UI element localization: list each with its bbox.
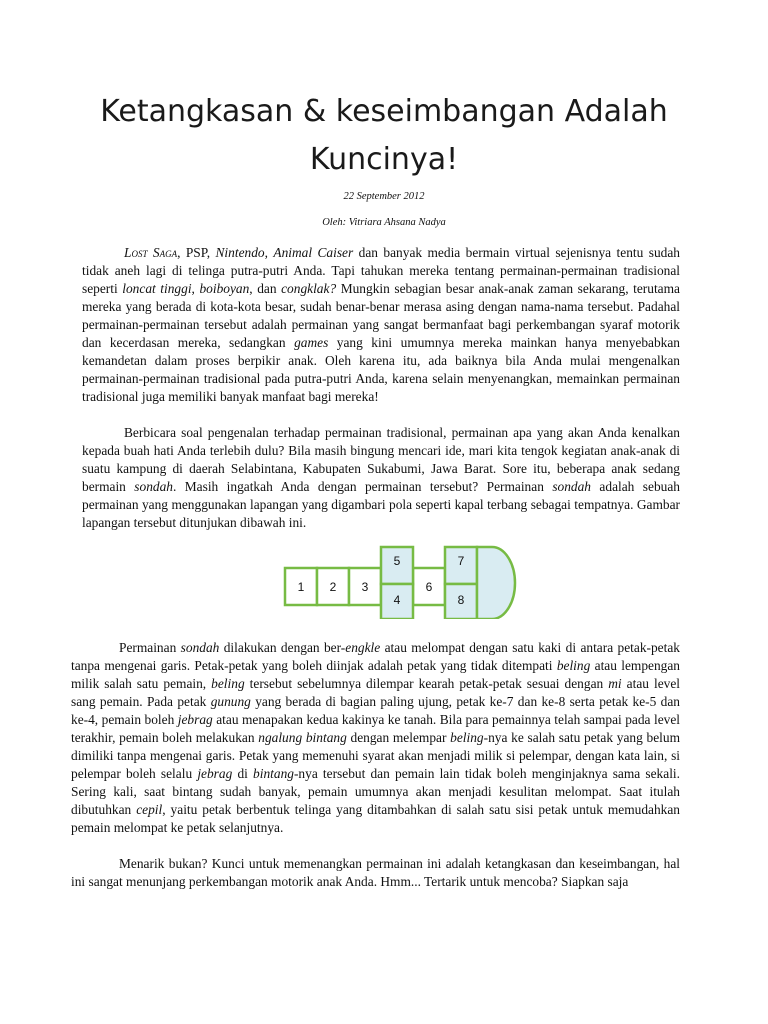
term: sondah: [180, 640, 220, 655]
text-run: , yaitu petak berbentuk telinga yang ditambahkan di salah satu sisi petak untuk memudahkan pemain melompat ke petak selanjutnya.: [71, 802, 680, 835]
term: beling: [556, 658, 591, 673]
paragraph-1: [82, 244, 680, 406]
author-byline: Oleh: Vitriara Ahsana Nadya: [322, 217, 446, 228]
text-run: atau menapakan kedua kakinya ke tanah. Bila para pemainnya telah sampai pada level terakhir, pemain boleh melakukan: [71, 712, 680, 745]
court-cell-gunung: [477, 547, 515, 619]
text-run: yang kini umumnya mereka mainkan hanya menyebabkan kemandetan dalam proses berpikir anak. Oleh karena itu, ada baiknya bila Anda mulai mengenalkan permainan-permainan tradisional pada putra-putri Anda, karena selain menyenangkan, memainkan permainan tradisional juga memiliki banyak manfaat bagi mereka!: [82, 335, 680, 404]
game-name: boiboyan: [199, 281, 250, 296]
game-name: loncat tinggi: [122, 281, 192, 296]
term: jebrag: [177, 712, 213, 727]
term: beling: [211, 676, 245, 691]
text-run: , PSP,: [177, 245, 216, 260]
text-run: yang berada di bagian paling ujung, petak ke-7 dan ke-8 serta petak ke-5 dan ke-4, pemain boleh: [71, 694, 681, 727]
text-run: Berbicara soal pengenalan terhadap permainan tradisional, permainan apa yang akan Anda kenalkan kepada buah hati Anda terlebih dulu? Bila masih bingung mencari ide, mari kita tengok kegiatan anak-anak di suatu kampung di daerah Selabintana, Kabupaten Sukabumi, Jawa Barat. Sore itu, beberapa anak sedang bermain: [82, 425, 680, 494]
term: gunung: [210, 694, 251, 709]
term: games: [294, 335, 329, 350]
title-line-2: Kuncinya!: [309, 142, 459, 177]
text-run: ,: [191, 281, 200, 296]
game-name: Lost Saga: [124, 245, 178, 260]
game-name: congklak?: [281, 281, 337, 296]
text-run: dilakukan dengan ber-: [219, 640, 346, 655]
term: mi: [608, 676, 622, 691]
term: cepil: [136, 802, 163, 817]
text-run: ,: [264, 245, 274, 260]
text-run: atau melompat dengan satu kaki di antara petak-petak tanpa mengenai garis. Petak-petak yang boleh diinjak adalah petak yang tidak ditempati: [71, 640, 680, 673]
title-line-1: Ketangkasan & keseimbangan Adalah: [100, 94, 668, 129]
page-title: [0, 88, 768, 184]
term: beling: [450, 730, 484, 745]
text-run: atau level sang pemain. Pada petak: [71, 676, 680, 709]
paragraph-4: [71, 855, 680, 891]
cell-label-8: 8: [457, 593, 465, 607]
text-run: Permainan: [119, 640, 181, 655]
game-name: Nintendo: [215, 245, 265, 260]
term: jebrag: [197, 766, 233, 781]
text-run: -nya ke salah satu petak yang belum dimiliki tanpa mengenai garis. Petak yang memenuhi syarat akan menjadi milik si pelempar, dengan kata lain, si pelempar boleh selalu: [71, 730, 680, 781]
cell-label-2: 2: [329, 580, 337, 594]
paragraph-2: [82, 424, 680, 532]
term: engkle: [345, 640, 381, 655]
text-run: di: [232, 766, 254, 781]
term: sondah: [552, 479, 592, 494]
cell-label-6: 6: [425, 580, 433, 594]
cell-label-1: 1: [297, 580, 305, 594]
term: sondah: [134, 479, 173, 494]
term: bintang: [253, 766, 294, 781]
text-run: dan banyak media bermain virtual sejenisnya tentu sudah tidak aneh lagi di telinga putra-putri Anda. Tapi tahukan mereka tentang permainan-permainan tradisional seperti: [82, 245, 680, 296]
text-run: tersebut sebelumnya dilempar kearah petak-petak sesuai dengan: [244, 676, 609, 691]
cell-label-7: 7: [457, 554, 465, 568]
text-run: -nya tersebut dan pemain lain tidak boleh menginjaknya sama sekali. Sering kali, saat bintang sudah banyak, pemain umumnya akan menjadi kesulitan melompat. Saat itulah dibutuhkan: [71, 766, 680, 817]
text-run: . Masih ingatkah Anda dengan permainan tersebut? Permainan: [173, 479, 553, 494]
sondah-court-diagram: [280, 543, 520, 619]
text-run: atau lempengan milik salah satu pemain,: [71, 658, 680, 691]
text-run: dengan melempar: [346, 730, 451, 745]
text-run: Menarik bukan? Kunci untuk memenangkan permainan ini adalah ketangkasan dan keseimbangan, hal ini sangat menunjang perkembangan motorik anak Anda. Hmm... Tertarik untuk mencoba? Siapkan saja: [71, 856, 680, 889]
text-run: Mungkin sebagian besar anak-anak zaman sekarang, terutama mereka yang berada di kota-kota besar, sudah benar-benar merasa asing dengan nama-nama tersebut. Padahal permainan-permainan tersebut adalah permainan yang sangat bermanfaat bagi perkembangan syaraf motorik dan kecerdasan mereka, sedangkan: [82, 281, 680, 350]
cell-label-3: 3: [361, 580, 369, 594]
paragraph-3: [71, 639, 680, 837]
text-run: , dan: [249, 281, 282, 296]
game-name: Animal Caiser: [273, 245, 354, 260]
term: ngalung bintang: [258, 730, 347, 745]
cell-label-4: 4: [393, 593, 401, 607]
publish-date: 22 September 2012: [343, 191, 425, 202]
cell-label-5: 5: [393, 554, 401, 568]
text-run: adalah sebuah permainan yang menggunakan lapangan yang digambari pola seperti kapal terbang sebagai tempatnya. Gambar lapangan tersebut ditunjukan dibawah ini.: [82, 479, 680, 530]
